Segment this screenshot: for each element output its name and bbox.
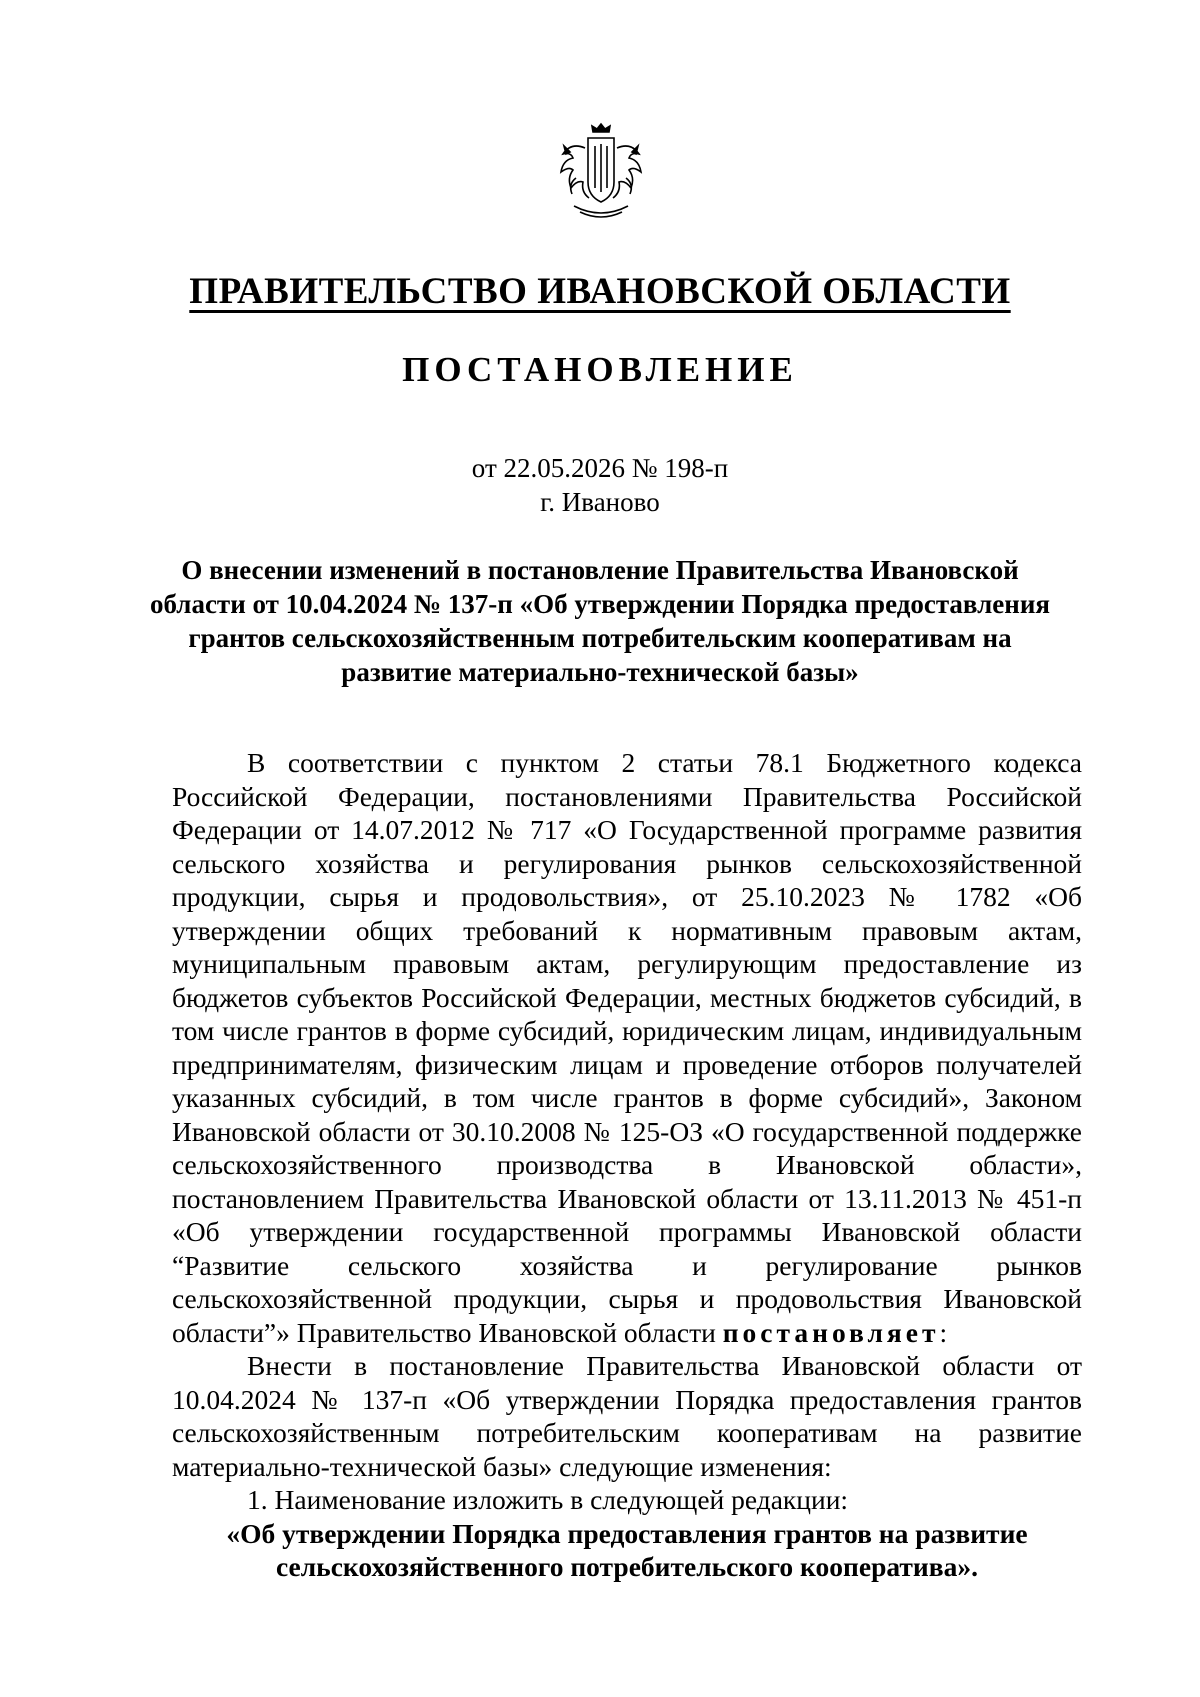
resolves-word: постановляет: [722, 1316, 940, 1348]
document-type: ПОСТАНОВЛЕНИЕ: [402, 350, 798, 389]
resolves-colon: :: [939, 1316, 948, 1348]
document-title: О внесении изменений в постановление Правительства Ивановской области от 10.04.2024 № 137-п «Об утверждении Порядка предоставления грантов сельскохозяйственным потребительским кооперативам на развитие материально-технической базы»: [149, 555, 1051, 687]
date-block: [0, 451, 1200, 519]
organization-name: ПРАВИТЕЛЬСТВО ИВАНОВСКОЙ ОБЛАСТИ: [189, 271, 1011, 312]
preamble-paragraph: [172, 746, 1082, 1349]
coat-of-arms-emblem: [552, 118, 650, 226]
city: г. Иваново: [540, 487, 660, 517]
new-name-text: «Об утверждении Порядка предоставления грантов на развитие сельскохозяйственного потребительского кооператива».: [226, 1517, 1028, 1582]
organization-heading: [0, 270, 1200, 313]
preamble-text: В соответствии с пунктом 2 статьи 78.1 Бюджетного кодекса Российской Федерации, постановлениями Правительства Российской Федерации от 14.07.2012 № 717 «О Государственной программе развития сельского хозяйства и регулирования рынков сельскохозяйственной продукции, сырья и продовольствия», от 25.10.2023 № 1782 «Об утверждении общих требований к нормативным правовым актам, муниципальным правовым актам, регулирующим предоставление из бюджетов субъектов Российской Федерации, местных бюджетов субсидий, в том числе грантов в форме субсидий, юридическим лицам, индивидуальным предпринимателям, физическим лицам и проведение отборов получателей указанных субсидий, в том числе грантов в форме субсидий», Законом Ивановской области от 30.10.2008 № 125-ОЗ «О государственной поддержке сельскохозяйственного производства в Ивановской области», постановлением Правительства Ивановской области от 13.11.2013 № 451-п «Об утверждении государственной программы Ивановской области “Развитие сельского хозяйства и регулирование рынков сельскохозяйственной продукции, сырья и продовольствия Ивановской области”» Правительство Ивановской области: [172, 747, 1082, 1348]
amendment-paragraph: Внести в постановление Правительства Ивановской области от 10.04.2024 № 137-п «Об утверждении Порядка предоставления грантов сельскохозяйственным потребительским кооперативам на развитие материально-технической базы» следующие изменения:: [172, 1350, 1082, 1482]
item-1: 1. Наименование изложить в следующей редакции:: [247, 1484, 849, 1515]
date-number: от 22.05.2026 № 198-п: [471, 453, 729, 483]
document-body: [172, 746, 1082, 1584]
